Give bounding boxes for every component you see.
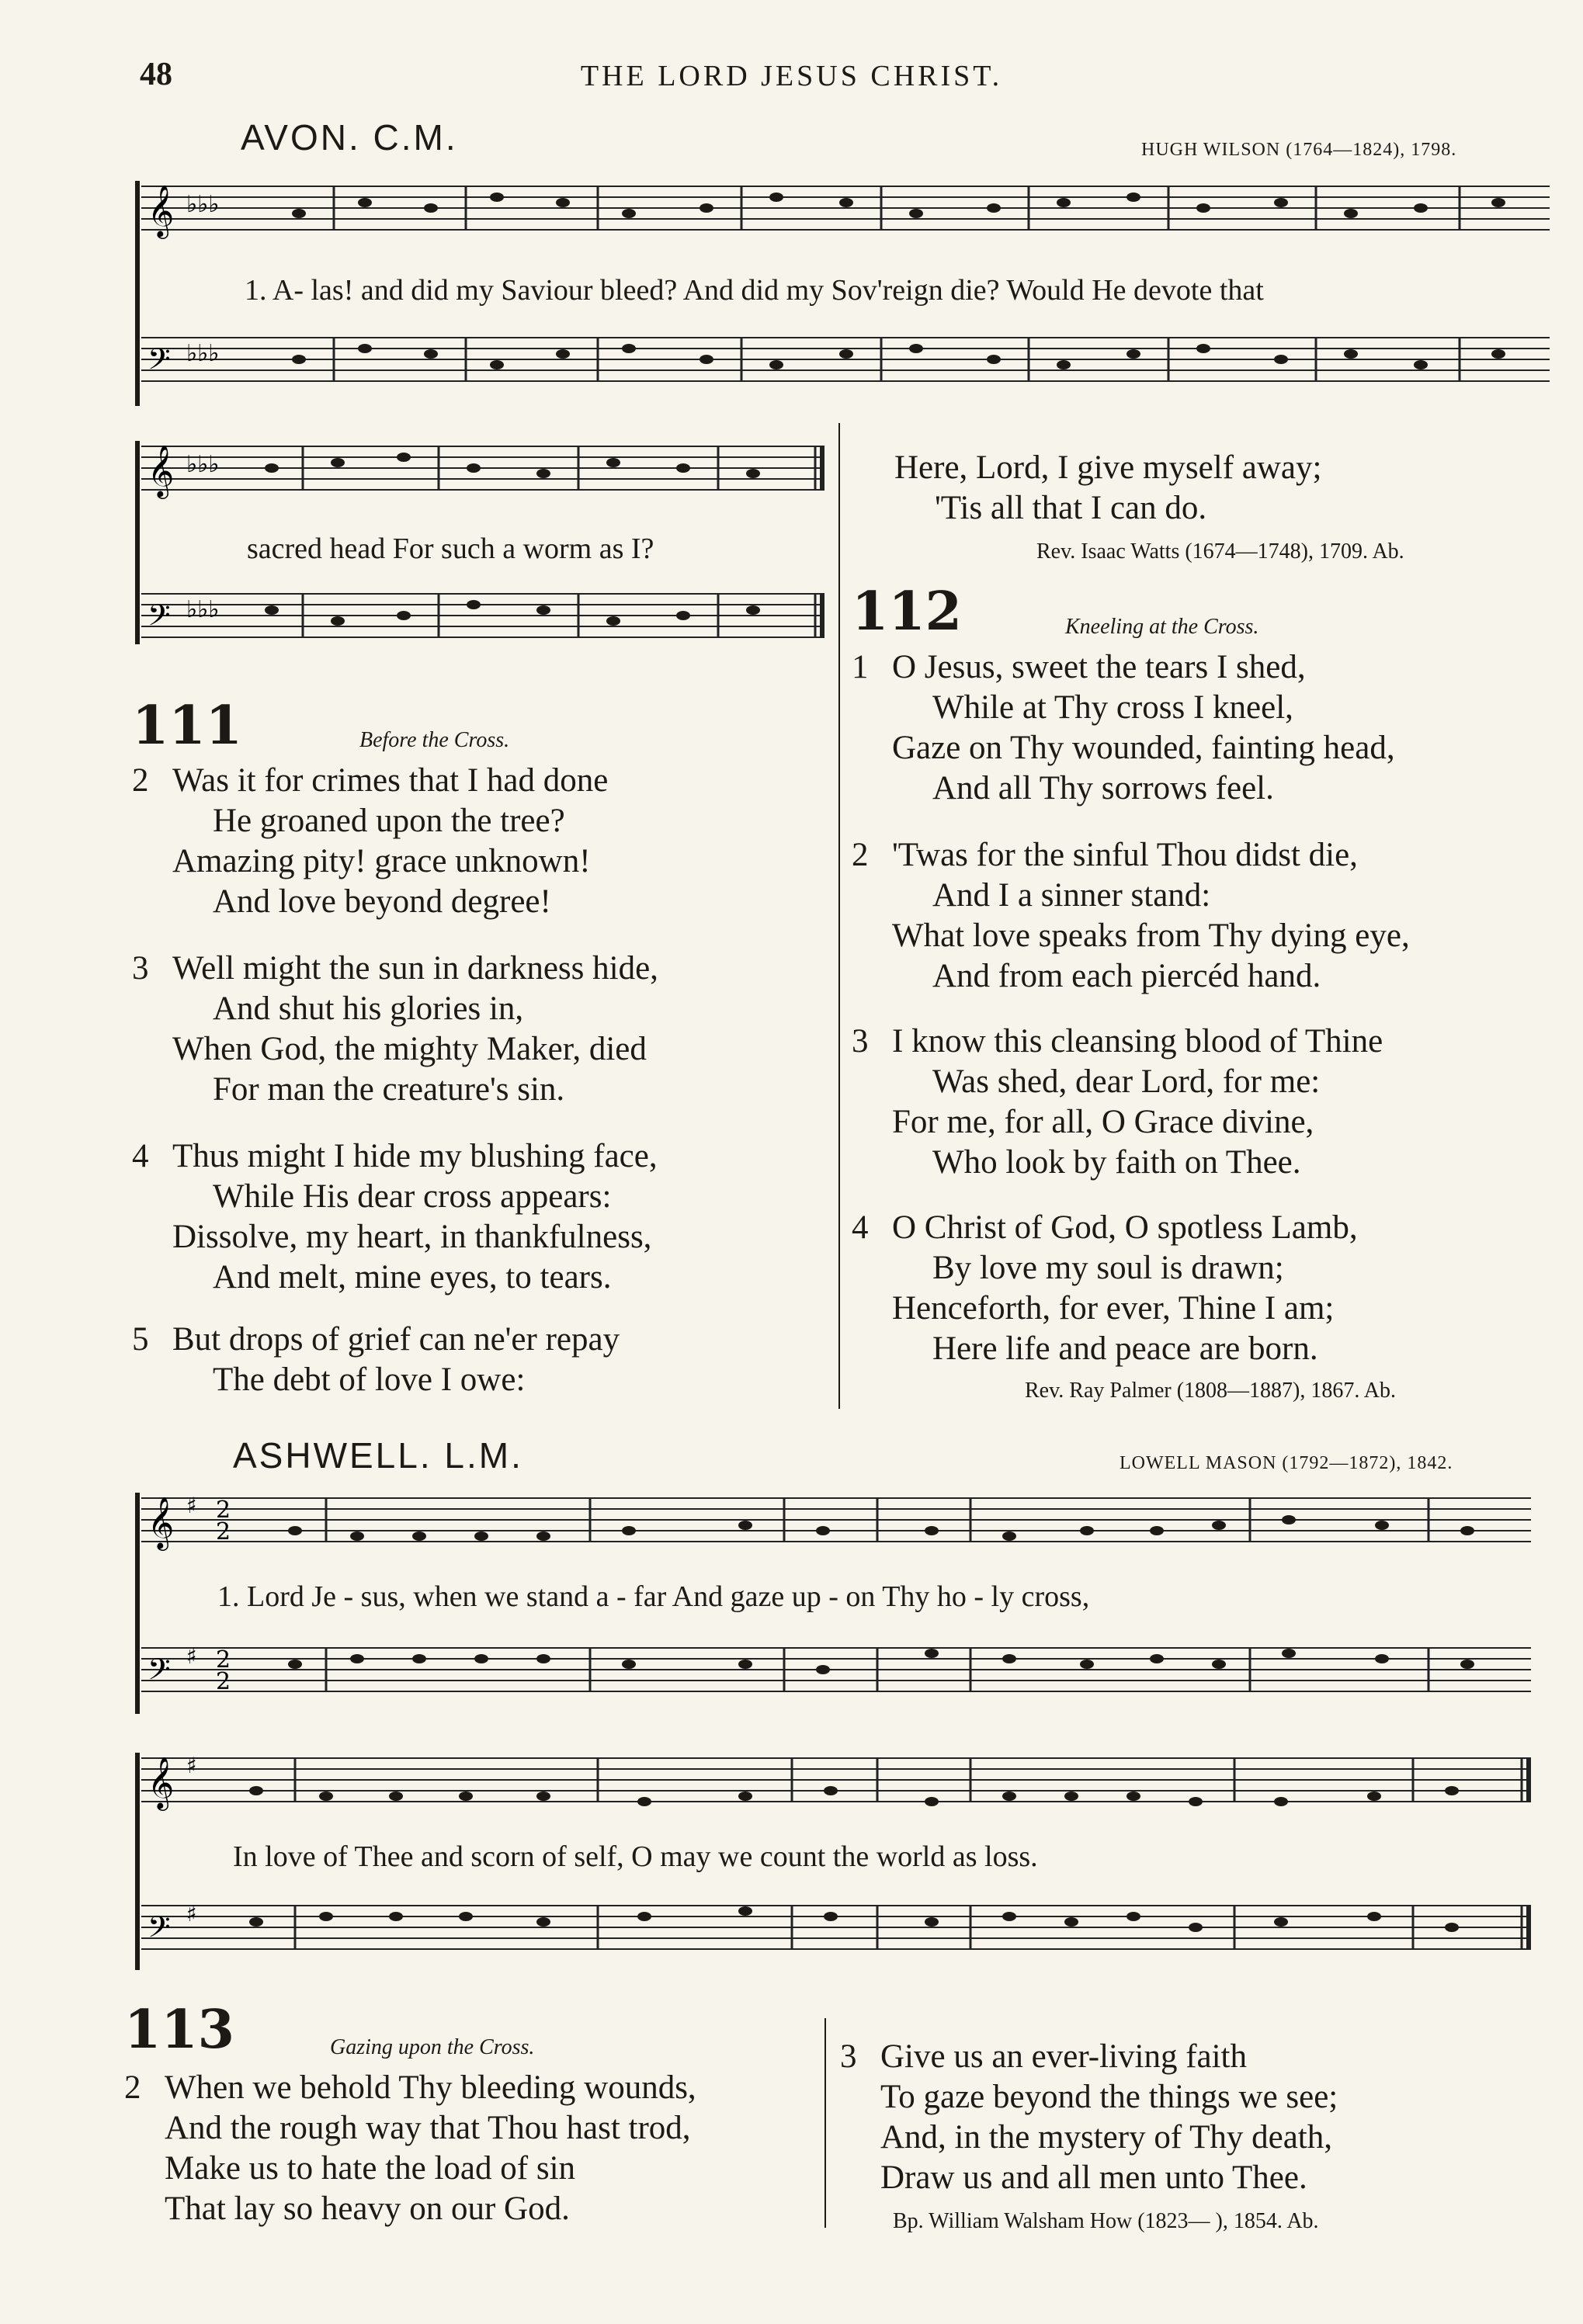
column-divider [838, 423, 840, 1409]
hymn-111-stanza-5 [132, 1320, 620, 1400]
hymn-111-stanza-3 [132, 949, 658, 1110]
line: Was shed, dear Lord, for me: [932, 1063, 1321, 1100]
line: Here, Lord, I give myself away; [894, 449, 1322, 486]
stanza-number: 2 [132, 762, 149, 799]
line: Make us to hate the load of sin [165, 2150, 576, 2187]
bass-staff [141, 338, 1550, 381]
line: Thus might I hide my blushing face, [172, 1138, 658, 1174]
svg-text:2: 2 [216, 1518, 231, 1545]
hymn-112-stanza-1 [852, 647, 1395, 809]
svg-text:𝄢: 𝄢 [148, 1652, 171, 1694]
line: Here life and peace are born. [932, 1330, 1318, 1367]
column-divider-lower [824, 2018, 826, 2228]
running-title: THE LORD JESUS CHRIST. [580, 60, 1003, 92]
line: And I a sinner stand: [932, 877, 1211, 914]
line: And love beyond degree! [213, 883, 551, 920]
line: I know this cleansing blood of Thine [892, 1023, 1383, 1060]
svg-text:𝄞: 𝄞 [148, 1496, 175, 1549]
line: When God, the mighty Maker, died [172, 1031, 647, 1067]
composer-avon: HUGH WILSON (1764—1824), 1798. [1141, 140, 1457, 160]
line: 'Twas for the sinful Thou didst die, [892, 837, 1358, 873]
line: And from each piercéd hand. [932, 958, 1321, 994]
stanza-number: 4 [132, 1138, 149, 1174]
svg-text:2: 2 [216, 1497, 231, 1524]
line: Gaze on Thy wounded, fainting head, [892, 730, 1395, 766]
hymn-111-stanza-5-continued [854, 448, 1321, 529]
stanza-number: 4 [852, 1209, 869, 1246]
line: O Jesus, sweet the tears I shed, [892, 649, 1306, 685]
treble-staff [141, 186, 1550, 230]
line: And the rough way that Thou hast trod, [165, 2110, 691, 2146]
stanza-number: 2 [852, 837, 869, 873]
tune-name-ashwell: ASHWELL. L.M. [233, 1435, 523, 1476]
hymn-112-author: Rev. Ray Palmer (1808—1887), 1867. Ab. [1025, 1379, 1397, 1403]
line: He groaned upon the tree? [213, 803, 565, 839]
stanza-number: 3 [840, 2038, 857, 2075]
hymn-112-stanza-4 [852, 1208, 1358, 1369]
hymn-112-occasion: Kneeling at the Cross. [1065, 615, 1259, 639]
svg-text:𝄞: 𝄞 [148, 444, 175, 497]
svg-text:♯: ♯ [186, 1493, 197, 1518]
line: For man the creature's sin. [213, 1071, 565, 1108]
line: And melt, mine eyes, to tears. [213, 1259, 612, 1296]
line: Who look by faith on Thee. [932, 1144, 1301, 1181]
line: And, in the mystery of Thy death, [880, 2119, 1332, 2156]
line: The debt of love I owe: [213, 1361, 526, 1398]
svg-text:𝄢: 𝄢 [148, 342, 171, 383]
line: And all Thy sorrows feel. [932, 770, 1274, 806]
line: 'Tis all that I can do. [935, 490, 1207, 526]
line: But drops of grief can ne'er repay [172, 1321, 620, 1358]
line: Dissolve, my heart, in thankfulness, [172, 1219, 652, 1255]
line: When we behold Thy bleeding wounds, [165, 2069, 696, 2106]
hymn-number-111: 111 [132, 695, 242, 757]
line: Draw us and all men unto Thee. [880, 2159, 1307, 2196]
page-number: 48 [140, 57, 172, 92]
stanza-number: 1 [852, 649, 869, 685]
stanza-number: 3 [852, 1023, 869, 1060]
svg-text:♭♭♭: ♭♭♭ [186, 340, 220, 367]
svg-text:2: 2 [216, 1668, 231, 1695]
svg-text:♭♭♭: ♭♭♭ [186, 191, 220, 218]
stanza-number: 5 [132, 1321, 149, 1358]
svg-text:𝄢: 𝄢 [148, 598, 171, 640]
hymn-number-113: 113 [124, 1999, 234, 2061]
line: While at Thy cross I kneel, [932, 689, 1293, 726]
svg-text:♭♭♭: ♭♭♭ [186, 596, 220, 623]
tune-name-avon: AVON. C.M. [241, 117, 458, 158]
composer-ashwell: LOWELL MASON (1792—1872), 1842. [1120, 1453, 1453, 1473]
line: That lay so heavy on our God. [165, 2190, 570, 2227]
hymn-113-occasion: Gazing upon the Cross. [330, 2035, 535, 2059]
hymn-113-stanza-3 [840, 2037, 1338, 2198]
hymn-111-author: Rev. Isaac Watts (1674—1748), 1709. Ab. [1036, 539, 1404, 564]
svg-text:♯: ♯ [186, 1753, 197, 1778]
lyrics-avon-line2: sacred head For such a worm as I? [247, 532, 654, 565]
lyrics-ashwell-line1: 1. Lord Je - sus, when we stand a - far And gaze up - on Thy ho - ly cross, [217, 1580, 1090, 1613]
line: Give us an ever-living faith [880, 2038, 1247, 2075]
lyrics-ashwell-line2: In love of Thee and scorn of self, O may we count the world as loss. [233, 1840, 1038, 1873]
line: Amazing pity! grace unknown! [172, 843, 591, 879]
hymn-113-stanza-2 [124, 2068, 696, 2229]
line: For me, for all, O Grace divine, [892, 1104, 1314, 1140]
line: Well might the sun in darkness hide, [172, 950, 658, 987]
line: By love my soul is drawn; [932, 1250, 1284, 1286]
line: Was it for crimes that I had done [172, 762, 609, 799]
line: O Christ of God, O spotless Lamb, [892, 1209, 1358, 1246]
line: To gaze beyond the things we see; [880, 2079, 1338, 2115]
svg-text:2: 2 [216, 1646, 231, 1674]
stanza-number: 2 [124, 2069, 141, 2106]
svg-text:𝄢: 𝄢 [148, 1909, 171, 1951]
hymn-111-occasion: Before the Cross. [359, 728, 510, 752]
line: What love speaks from Thy dying eye, [892, 917, 1410, 954]
hymn-111-stanza-2 [132, 761, 608, 922]
hymn-111-stanza-4 [132, 1136, 658, 1298]
hymn-112-stanza-2 [852, 835, 1410, 997]
line: And shut his glories in, [213, 990, 524, 1027]
hymn-113-author: Bp. William Walsham How (1823— ), 1854. Ab. [893, 2209, 1319, 2233]
svg-text:♯: ♯ [186, 1643, 197, 1669]
stanza-number: 3 [132, 950, 149, 987]
svg-text:𝄞: 𝄞 [148, 184, 175, 237]
svg-text:𝄞: 𝄞 [148, 1756, 175, 1809]
lyrics-avon-line1: 1. A- las! and did my Saviour bleed? And did my Sov'reign die? Would He devote that [245, 274, 1264, 307]
line: Henceforth, for ever, Thine I am; [892, 1290, 1335, 1327]
hymn-112-stanza-3 [852, 1022, 1383, 1183]
line: While His dear cross appears: [213, 1178, 612, 1215]
svg-text:♭♭♭: ♭♭♭ [186, 451, 220, 478]
svg-text:♯: ♯ [186, 1901, 197, 1927]
hymn-number-112: 112 [852, 581, 962, 643]
